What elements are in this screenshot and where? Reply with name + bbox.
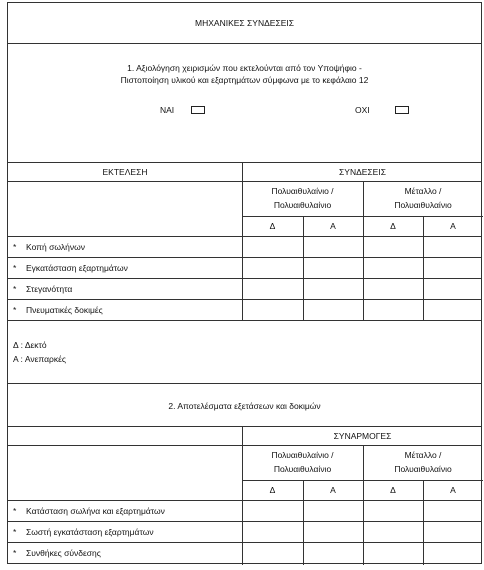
sub-header-accept: Δ [390, 485, 396, 495]
group-header-metal-pe: Μέταλλο / [404, 450, 442, 460]
yes-label: ΝΑΙ [160, 105, 175, 115]
sub-header-accept: Δ [390, 221, 396, 231]
group-header-metal-pe: Μέταλλο / [404, 186, 442, 196]
bullet-icon: * [13, 284, 17, 294]
no-checkbox[interactable] [395, 106, 409, 114]
row-label: Στεγανότητα [26, 284, 73, 294]
yes-checkbox[interactable] [191, 106, 205, 114]
row-label: Εγκατάσταση εξαρτημάτων [26, 263, 128, 273]
divider [8, 257, 481, 258]
divider [8, 278, 481, 279]
legend-insufficient: Α : Ανεπαρκές [13, 354, 67, 364]
divider [8, 383, 481, 384]
divider [363, 445, 364, 565]
group-header-metal-pe: Πολυαιθυλαίνιο [394, 464, 452, 474]
divider [8, 445, 481, 446]
divider [8, 320, 481, 321]
col-header-execution: ΕΚΤΕΛΕΣΗ [102, 167, 148, 177]
group-header-pe-pe: Πολυαιθυλαίνιο / [271, 186, 334, 196]
row-label: Κοπή σωλήνων [26, 242, 85, 252]
sub-header-insufficient: Α [330, 485, 336, 495]
group-header-metal-pe: Πολυαιθυλαίνιο [394, 200, 452, 210]
divider [8, 181, 481, 182]
divider [8, 426, 481, 427]
form-frame [7, 2, 482, 564]
legend-accept: Δ : Δεκτό [13, 340, 47, 350]
form-title: ΜΗΧΑΝΙΚΕΣ ΣΥΝΔΕΣΕΙΣ [195, 18, 294, 28]
row-label: Σωστή εγκατάσταση εξαρτημάτων [26, 527, 154, 537]
sub-header-accept: Δ [269, 485, 276, 495]
bullet-icon: * [13, 527, 17, 537]
sub-header-insufficient: Α [450, 221, 456, 231]
divider [8, 521, 481, 522]
group-header-pe-pe: Πολυαιθυλαίνιο [273, 464, 332, 474]
row-label: Πνευματικές δοκιμές [26, 305, 103, 315]
sub-header-insufficient: Α [330, 221, 336, 231]
group-header-pe-pe: Πολυαιθυλαίνιο [273, 200, 332, 210]
divider [8, 236, 481, 237]
sub-header-insufficient: Α [450, 485, 456, 495]
divider [8, 162, 481, 163]
bullet-icon: * [13, 242, 17, 252]
section1-line1: 1. Αξιολόγηση χειρισμών που εκτελούνται από τον Υποψήφιο - [127, 63, 362, 73]
bullet-icon: * [13, 263, 17, 273]
col-header-connections: ΣΥΝΔΕΣΕΙΣ [339, 167, 386, 177]
divider [8, 542, 481, 543]
divider [8, 43, 481, 44]
sub-header-accept: Δ [269, 221, 276, 231]
bullet-icon: * [13, 305, 17, 315]
col-header-fittings: ΣΥΝΑΡΜΟΓΕΣ [333, 431, 392, 441]
divider [8, 500, 481, 501]
bullet-icon: * [13, 506, 17, 516]
group-header-pe-pe: Πολυαιθυλαίνιο / [271, 450, 334, 460]
section1-line2: Πιστοποίηση υλικού και εξαρτημάτων σύμφωνα με το κεφάλαιο 12 [120, 75, 369, 85]
row-label: Κατάσταση σωλήνα και εξαρτημάτων [26, 506, 165, 516]
no-label: ΟΧΙ [355, 105, 370, 115]
row-label: Συνθήκες σύνδεσης [26, 548, 101, 558]
section2-heading: 2. Αποτελέσματα εξετάσεων και δοκιμών [168, 401, 321, 411]
bullet-icon: * [13, 548, 17, 558]
divider [8, 299, 481, 300]
